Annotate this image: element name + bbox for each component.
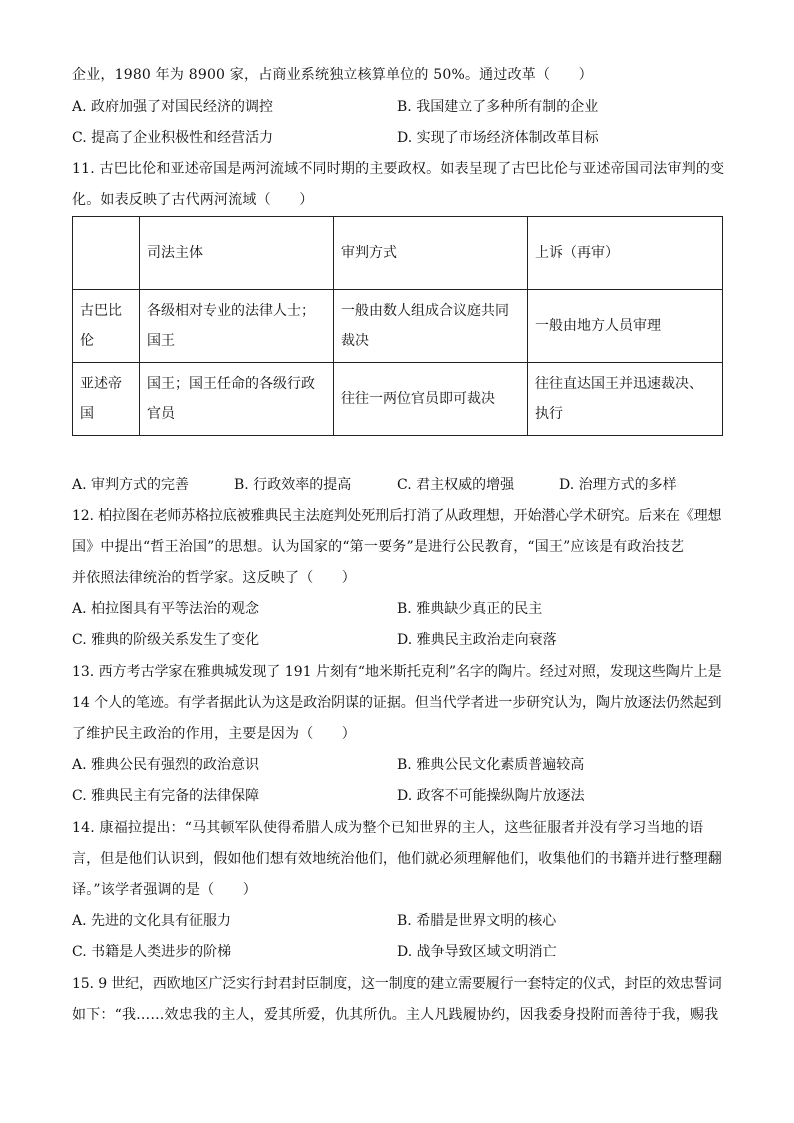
table-cell: 一般由数人组成合议庭共同裁决 bbox=[334, 290, 528, 363]
q12-stem-line-1: 12. 柏拉图在老师苏格拉底被雅典民主法庭判处死刑后打消了从政理想，开始潜心学术研究。后来在《理想 bbox=[72, 508, 722, 524]
table-cell: 往往直达国王并迅速裁决、执行 bbox=[528, 363, 723, 436]
q10-option-a[interactable]: A. 政府加强了对国民经济的调控 bbox=[72, 99, 274, 115]
table-header-cell bbox=[73, 217, 140, 290]
q10-option-d[interactable]: D. 实现了市场经济体制改革目标 bbox=[397, 130, 599, 146]
q13-stem-line-3: 了维护民主政治的作用，主要是因为（ ） bbox=[72, 726, 356, 742]
q14-stem-line-2: 言，但是他们认识到，假如他们想有效地统治他们，他们就必须理解他们，收集他们的书籍并进行整理翻 bbox=[72, 851, 722, 867]
table-cell: 亚述帝国 bbox=[73, 363, 140, 436]
q12-options-row-2 bbox=[72, 630, 724, 650]
q11-judicial-table bbox=[72, 216, 723, 436]
q13-option-c[interactable]: C. 雅典民主有完备的法律保障 bbox=[72, 788, 260, 804]
table-cell: 一般由地方人员审理 bbox=[528, 290, 723, 363]
table-header-cell: 上诉（再审） bbox=[528, 217, 723, 290]
q11-stem-line-1: 11. 古巴比伦和亚述帝国是两河流域不同时期的主要政权。如表呈现了古巴比伦与亚述帝国司法审判的变 bbox=[72, 161, 725, 177]
q12-option-b[interactable]: B. 雅典缺少真正的民主 bbox=[397, 601, 543, 617]
table-cell: 各级相对专业的法律人士；国王 bbox=[140, 290, 334, 363]
q14-option-c[interactable]: C. 书籍是人类进步的阶梯 bbox=[72, 944, 232, 960]
q12-options-row-1 bbox=[72, 599, 724, 619]
table-cell: 往往一两位官员即可裁决 bbox=[334, 363, 528, 436]
q13-option-b[interactable]: B. 雅典公民文化素质普遍较高 bbox=[397, 757, 585, 773]
table-header-cell: 审判方式 bbox=[334, 217, 528, 290]
q12-stem-line-2: 国》中提出“哲王治国”的思想。认为国家的“第一要务”是进行公民教育，“国王”应该是有政治技艺 bbox=[72, 539, 685, 555]
q13-option-d[interactable]: D. 政客不可能操纵陶片放逐法 bbox=[397, 788, 585, 804]
q14-options-row-2 bbox=[72, 942, 724, 962]
q10-stem-continuation: 企业，1980 年为 8900 家，占商业系统独立核算单位的 50%。通过改革（ ） bbox=[72, 67, 593, 83]
table-header-row bbox=[73, 217, 723, 290]
q12-option-a[interactable]: A. 柏拉图具有平等法治的观念 bbox=[72, 601, 260, 617]
q14-stem-line-1: 14. 康福拉提出：“马其顿军队使得希腊人成为整个已知世界的主人，这些征服者并没有学习当地的语 bbox=[72, 820, 704, 836]
table-header-cell: 司法主体 bbox=[140, 217, 334, 290]
table-row bbox=[73, 290, 723, 363]
q13-options-row-1 bbox=[72, 755, 724, 775]
q14-option-a[interactable]: A. 先进的文化具有征服力 bbox=[72, 913, 232, 929]
q14-stem-line-3: 译。”该学者强调的是（ ） bbox=[72, 882, 257, 898]
q11-option-c[interactable]: C. 君主权威的增强 bbox=[397, 477, 515, 493]
q10-option-c[interactable]: C. 提高了企业积极性和经营活力 bbox=[72, 130, 274, 146]
q10-options-row-2 bbox=[72, 128, 724, 148]
q15-stem-line-1: 15. 9 世纪，西欧地区广泛实行封君封臣制度，这一制度的建立需要履行一套特定的仪式，封臣的效忠誓词 bbox=[72, 976, 722, 992]
q11-option-d[interactable]: D. 治理方式的多样 bbox=[559, 477, 677, 493]
q13-stem-line-2: 14 个人的笔迹。有学者据此认为这是政治阴谋的证据。但当代学者进一步研究认为，陶片放逐法仍然起到 bbox=[72, 695, 722, 711]
q11-options-row bbox=[72, 475, 724, 495]
q13-option-a[interactable]: A. 雅典公民有强烈的政治意识 bbox=[72, 757, 260, 773]
q10-options-row-1 bbox=[72, 97, 724, 117]
q12-stem-line-3: 并依照法律统治的哲学家。这反映了（ ） bbox=[72, 570, 356, 586]
q12-option-d[interactable]: D. 雅典民主政治走向衰落 bbox=[397, 632, 557, 648]
q12-option-c[interactable]: C. 雅典的阶级关系发生了变化 bbox=[72, 632, 260, 648]
q15-stem-line-2: 如下：“我……效忠我的主人，爱其所爱，仇其所仇。主人凡践履协约，因我委身投附而善待于我，赐我 bbox=[72, 1007, 719, 1023]
q11-stem-line-2: 化。如表反映了古代两河流域（ ） bbox=[72, 192, 314, 208]
table-cell: 古巴比伦 bbox=[73, 290, 140, 363]
q14-options-row-1 bbox=[72, 911, 724, 931]
q14-option-d[interactable]: D. 战争导致区域文明消亡 bbox=[397, 944, 557, 960]
q11-option-b[interactable]: B. 行政效率的提高 bbox=[234, 477, 352, 493]
table-row bbox=[73, 363, 723, 436]
q14-option-b[interactable]: B. 希腊是世界文明的核心 bbox=[397, 913, 557, 929]
q11-option-a[interactable]: A. 审判方式的完善 bbox=[72, 477, 190, 493]
q13-stem-line-1: 13. 西方考古学家在雅典城发现了 191 片刻有“地米斯托克利”名字的陶片。经过对照，发现这些陶片上是 bbox=[72, 664, 722, 680]
table-cell: 国王；国王任命的各级行政官员 bbox=[140, 363, 334, 436]
q10-option-b[interactable]: B. 我国建立了多种所有制的企业 bbox=[397, 99, 599, 115]
q13-options-row-2 bbox=[72, 786, 724, 806]
